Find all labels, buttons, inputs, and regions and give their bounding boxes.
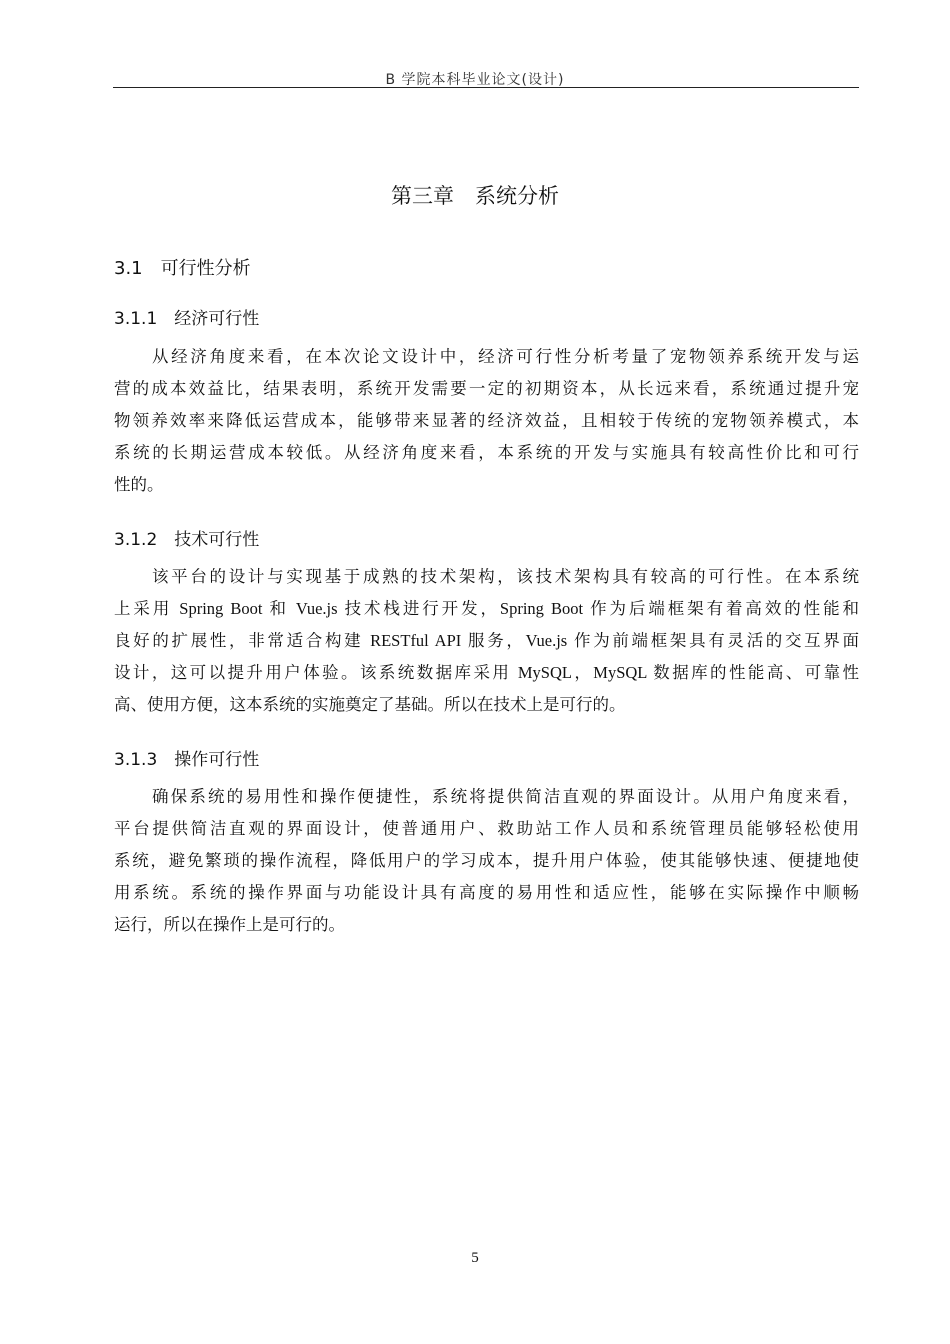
paragraph-economic-feasibility [114,341,859,501]
subsection-heading-3-1-1: 3.1.1 经济可行性 [114,309,260,329]
chapter-title: 第三章 系统分析 [391,184,559,208]
paragraph-line: 确保系统的易用性和操作便捷性，系统将提供简洁直观的界面设计。从用户角度来看， [152,787,859,806]
paragraph-line: 上采用 Spring Boot 和 Vue.js 技术栈进行开发，Spring Boot 作为后端框架有着高效的性能和 [114,599,859,618]
running-header: B 学院本科毕业论文(设计) [385,72,565,88]
paragraph-operational-feasibility [114,781,859,941]
header-divider [113,87,859,88]
paragraph-line: 系统的长期运营成本较低。从经济角度来看，本系统的开发与实施具有较高性价比和可行 [114,443,859,462]
paragraph-line: 性的。 [114,475,164,494]
subsection-heading-3-1-2: 3.1.2 技术可行性 [114,530,260,550]
paragraph-technical-feasibility [114,561,859,721]
subsection-heading-3-1-3: 3.1.3 操作可行性 [114,750,260,770]
paragraph-line: 设计，这可以提升用户体验。该系统数据库采用 MySQL，MySQL 数据库的性能高、可靠性 [114,663,859,682]
paragraph-line: 物领养效率来降低运营成本，能够带来显著的经济效益，且相较于传统的宠物领养模式，本 [114,411,859,430]
paragraph-line: 运行，所以在操作上是可行的。 [114,915,345,934]
section-heading-3-1: 3.1 可行性分析 [114,258,251,279]
paragraph-line: 营的成本效益比，结果表明，系统开发需要一定的初期资本，从长远来看，系统通过提升宠 [114,379,859,398]
paragraph-line: 从经济角度来看，在本次论文设计中，经济可行性分析考量了宠物领养系统开发与运 [152,347,859,366]
paragraph-line: 高、使用方便，这本系统的实施奠定了基础。所以在技术上是可行的。 [114,695,626,714]
page-number: 5 [471,1250,479,1266]
paragraph-line: 平台提供简洁直观的界面设计，使普通用户、救助站工作人员和系统管理员能够轻松使用 [114,819,859,838]
paragraph-line: 系统，避免繁琐的操作流程，降低用户的学习成本，提升用户体验，使其能够快速、便捷地使 [114,851,859,870]
paragraph-line: 用系统。系统的操作界面与功能设计具有高度的易用性和适应性，能够在实际操作中顺畅 [114,883,859,902]
paragraph-line: 良好的扩展性，非常适合构建 RESTful API 服务，Vue.js 作为前端框架具有灵活的交互界面 [114,631,859,650]
paragraph-line: 该平台的设计与实现基于成熟的技术架构，该技术架构具有较高的可行性。在本系统 [152,567,859,586]
